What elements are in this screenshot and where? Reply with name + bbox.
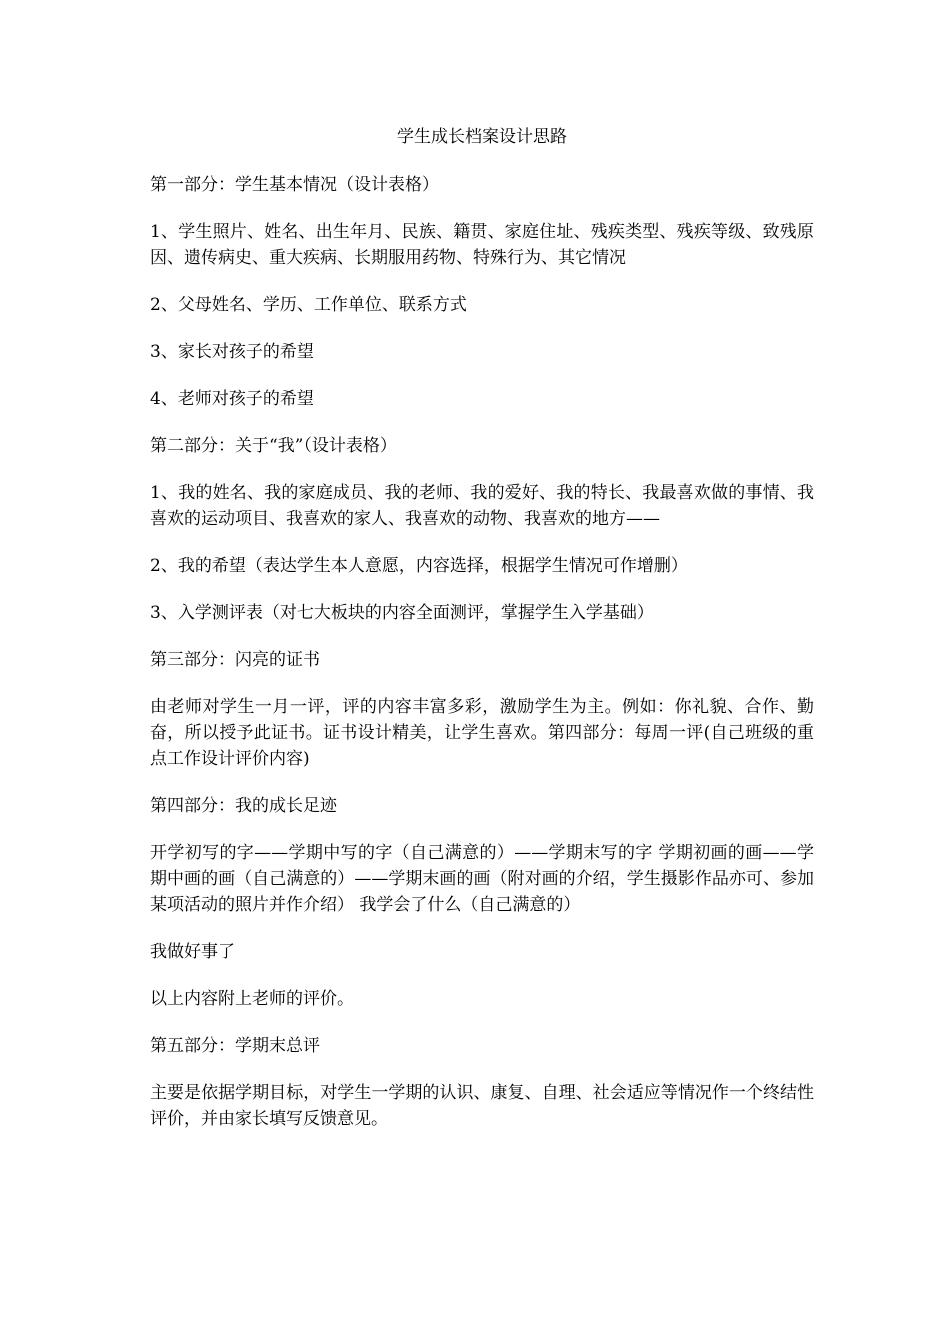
section-2-item-1: 1、我的姓名、我的家庭成员、我的老师、我的爱好、我的特长、我最喜欢做的事情、我喜欢的运动项目、我喜欢的家人、我喜欢的动物、我喜欢的地方——: [150, 483, 814, 529]
section-1-item-3: 3、家长对孩子的希望: [150, 342, 314, 362]
section-2-item-3: 3、入学测评表（对七大板块的内容全面测评，掌握学生入学基础）: [150, 603, 654, 623]
section-1-item-2: 2、父母姓名、学历、工作单位、联系方式: [150, 295, 467, 315]
section-1-item-1: 1、学生照片、姓名、出生年月、民族、籍贯、家庭住址、残疾类型、残疾等级、致残原因、遗传病史、重大疾病、长期服用药物、特殊行为、其它情况: [150, 222, 814, 268]
section-4-body: 开学初写的字——学期中写的字（自己满意的）——学期末写的字 学期初画的画——学期中画的画（自己满意的）——学期末画的画（附对画的介绍，学生摄影作品亦可、参加某项活动的照片并作介绍） 我学会了什么（自己满意的）: [150, 843, 814, 915]
document-title: 学生成长档案设计思路: [397, 127, 567, 147]
section-3-heading: 第三部分：闪亮的证书: [150, 650, 320, 670]
section-4-good-deeds: 我做好事了: [150, 942, 235, 962]
section-1-heading: 第一部分：学生基本情况（设计表格）: [150, 175, 439, 195]
section-3-body: 由老师对学生一月一评，评的内容丰富多彩，激励学生为主。例如：你礼貌、合作、勤奋，所以授予此证书。证书设计精美，让学生喜欢。第四部分：每周一评(自己班级的重点工作设计评价内容): [150, 697, 814, 769]
section-4-heading: 第四部分：我的成长足迹: [150, 796, 337, 816]
document-body: [150, 124, 814, 1153]
section-4-note: 以上内容附上老师的评价。: [150, 989, 354, 1009]
section-2-heading: 第二部分：关于“我”（设计表格）: [150, 436, 397, 456]
section-2-item-2: 2、我的希望（表达学生本人意愿，内容选择，根据学生情况可作增删）: [150, 556, 688, 576]
section-1-item-4: 4、老师对孩子的希望: [150, 389, 314, 409]
section-5-body: 主要是依据学期目标，对学生一学期的认识、康复、自理、社会适应等情况作一个终结性评价，并由家长填写反馈意见。: [150, 1083, 814, 1129]
section-5-heading: 第五部分：学期末总评: [150, 1036, 320, 1056]
